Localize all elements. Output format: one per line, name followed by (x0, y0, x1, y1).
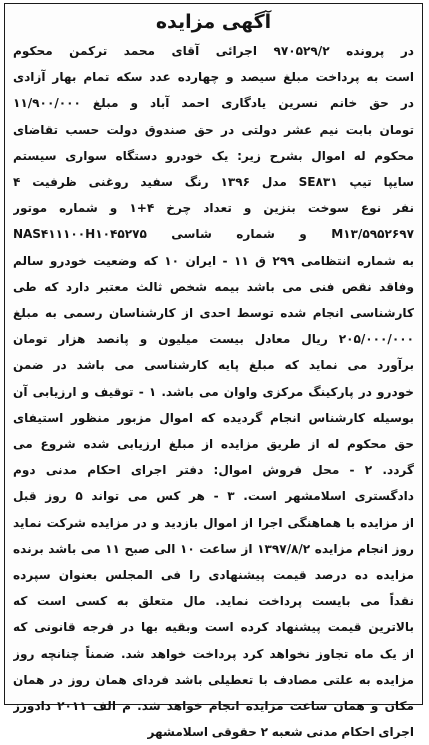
notice-line: از یک ماه تجاوز نخواهد کرد پرداخت خواهد شد. ضمناً چنانچه روز (13, 646, 414, 661)
notice-title: آگهی مزایده (155, 11, 272, 33)
notice-line: دادگستری اسلامشهر است. ۳ - هر کس می تواند ۵ روز قبل (13, 489, 414, 504)
notice-line: وفاقد نقص فنی می باشد بیمه شخص ثالث معتبر دارد که طی (13, 279, 414, 294)
notice-line: سایپا تیپ SE۸۳۱ مدل ۱۳۹۶ رنگ سفید روغنی ظرفیت ۴ (13, 175, 414, 190)
notice-line: حق محکوم له از طریق مزایده از مبلغ ارزیابی شده شروع می (13, 437, 414, 452)
notice-line: بوسیله کارشناس انجام گردیده که اموال مزبور منظور استیفای (13, 410, 414, 425)
notice-line: در پرونده ۹۷۰۵۲۹/۲ اجرائی آقای محمد ترکمن محکوم (13, 44, 414, 58)
notice-line: است به پرداخت مبلغ سیصد و چهارده عدد سکه تمام بهار آزادی (13, 70, 414, 85)
notice-line: نفر نوع سوخت بنزین و تعداد چرخ ۴+۱ و شماره موتور (13, 201, 414, 216)
auction-notice (4, 3, 423, 740)
notice-line: در حق خانم نسرین یادگاری احمد آباد و مبلغ ۱۱/۹۰۰/۰۰۰ (13, 96, 414, 111)
notice-line: اجرای احکام مدنی شعبه ۲ حقوقی اسلامشهر (147, 725, 414, 740)
notice-line: بالاترین قیمت پیشنهاد کرده است وبقیه بها در فرجه قانونی که (13, 620, 414, 635)
notice-line: ۲۰۵/۰۰۰/۰۰۰ ریال معادل بیست میلیون و پانصد هزار تومان (13, 332, 414, 347)
notice-line: تومان بابت نیم عشر دولتی در حق صندوق دولت حسب تقاضای (13, 122, 414, 137)
notice-line: مزایده به علتی مصادف با تعطیلی باشد فردای همان روز در همان (13, 672, 414, 687)
notice-line: محکوم له اموال بشرح زیر: یک خودرو دستگاه سواری سیستم (13, 148, 414, 163)
notice-line: برآورد می نماید که مبلغ پایه کارشناسی می باشد در ضمن (13, 358, 414, 373)
notice-line: گردد. ۲ - محل فروش اموال: دفتر اجرای احکام مدنی دوم (13, 463, 414, 478)
notice-line: خودرو در پارکینگ مرکزی واوان می باشد. ۱ - توقیف و ارزیابی آن (13, 384, 414, 399)
notice-line: M۱۳/۵۹۵۲۶۹۷ و شماره شاسی NAS۴۱۱۱۰۰H۱۰۴۵۲۷۵ (13, 227, 414, 242)
notice-line: روز انجام مزایده ۱۳۹۷/۸/۲ از ساعت ۱۰ الی صبح ۱۱ می باشد برنده (13, 541, 414, 556)
notice-line: مزایده ده درصد قیمت پیشنهادی را فی المجلس بعنوان سپرده (13, 568, 414, 583)
notice-line: به شماره انتظامی ۲۹۹ ق ۱۱ - ایران ۱۰ که وضعیت خودرو سالم (13, 253, 414, 268)
notice-line: مکان و همان ساعت مزایده انجام خواهد شد. م الف ۲۰۱۱ دادورز (13, 699, 414, 714)
notice-body (13, 38, 414, 745)
notice-line: از مزایده با هماهنگی اجرا از اموال بازدید و در مزایده شرکت نماید (13, 515, 414, 530)
notice-line: نقداً می بایست پرداخت نماید. مال متعلق به کسی است که (13, 594, 414, 609)
notice-line: کارشناسی انجام شده توسط احدی از کارشناسان رسمی به مبلغ (13, 306, 414, 321)
